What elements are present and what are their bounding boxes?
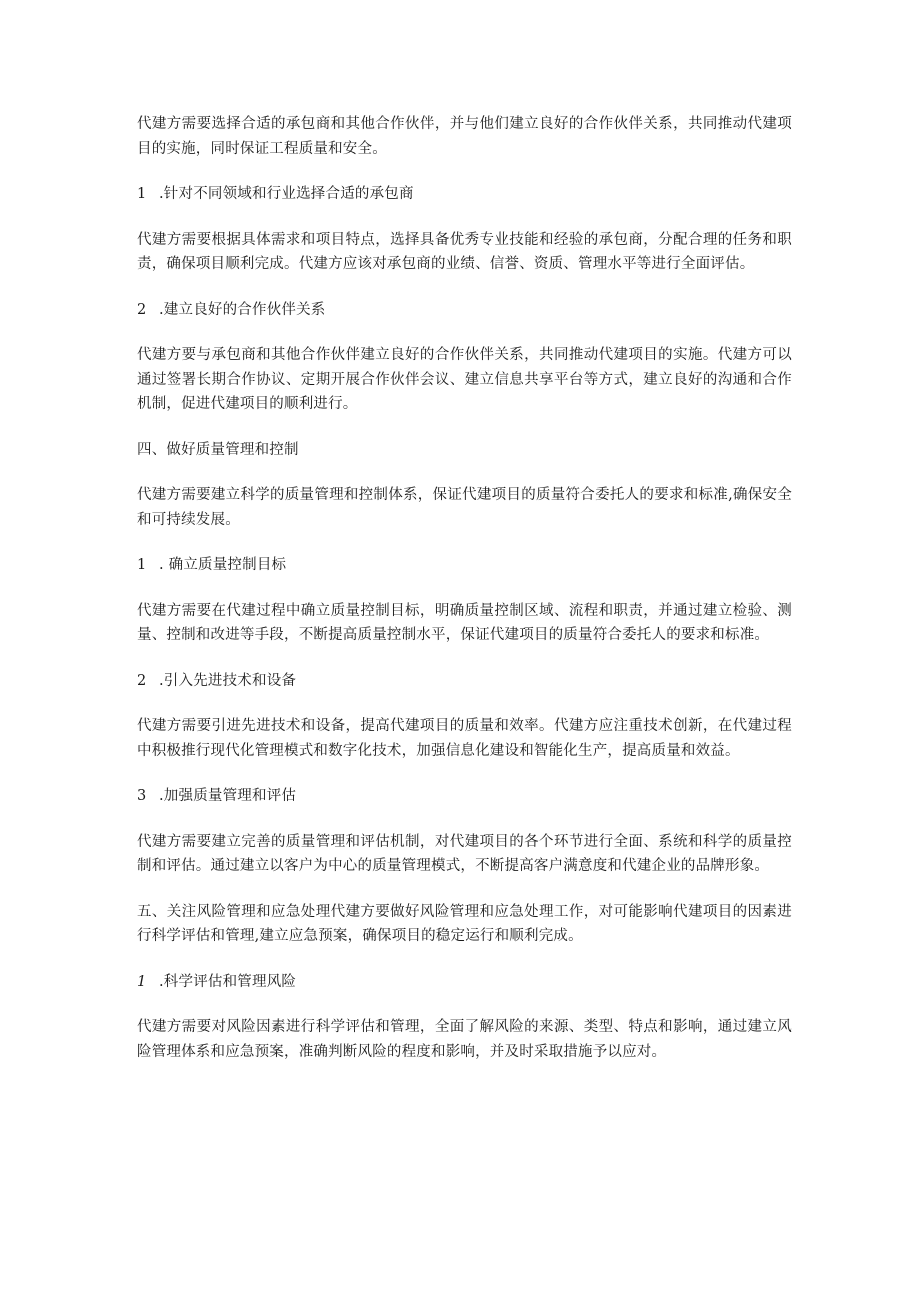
paragraph-risk-assessment: 代建方需要对风险因素进行科学评估和管理，全面了解风险的来源、类型、特点和影响，通过建立风险管理体系和应急预案，准确判断风险的程度和影响，并及时采取措施予以应对。 [137,1019,792,1060]
heading-number: 1 [137,186,147,202]
heading-text: .科学评估和管理风险 [159,973,297,990]
paragraph-partnership: 代建方要与承包商和其他合作伙伴建立良好的合作伙伴关系，共同推动代建项目的实施。代建方可以通过签署长期合作协议、定期开展合作伙伴会议、建立信息共享平台等方式，建立良好的沟通和合作机制，促进代建项目的顺利进行。 [137,347,792,412]
heading-select-contractors [137,182,792,207]
paragraph-quality-goals: 代建方需要在代建过程中确立质量控制目标，明确质量控制区域、流程和职责，并通过建立检验、测量、控制和改进等手段，不断提高质量控制水平，保证代建项目的质量符合委托人的要求和标准。 [137,602,792,643]
section-risk-management: 五、关注风险管理和应急处理代建方要做好风险管理和应急处理工作，对可能影响代建项目的因素进行科学评估和管理,建立应急预案，确保项目的稳定运行和顺利完成。 [137,903,792,944]
paragraph-quality-assessment: 代建方需要建立完善的质量管理和评估机制，对代建项目的各个环节进行全面、系统和科学的质量控制和评估。通过建立以客户为中心的质量管理模式，不断提高客户满意度和代建企业的品牌形象。 [137,833,792,874]
heading-text: .建立良好的合作伙伴关系 [159,301,326,318]
heading-text: . 确立质量控制目标 [159,557,287,573]
heading-number: 3 [137,788,147,804]
paragraph-advanced-tech: 代建方需要引进先进技术和设备，提高代建项目的质量和效率。代建方应注重技术创新，在代建过程中积极推行现代化管理模式和数字化技术，加强信息化建设和智能化生产，提高质量和效益。 [137,718,792,759]
heading-number: 1 [137,973,147,990]
heading-text: .针对不同领域和行业选择合适的承包商 [159,186,414,202]
heading-partnership [137,298,792,323]
paragraph-contractor-selection: 代建方需要根据具体需求和项目特点，选择具备优秀专业技能和经验的承包商，分配合理的任务和职责，确保项目顺利完成。代建方应该对承包商的业绩、信誉、资质、管理水平等进行全面评估。 [137,231,792,272]
heading-text: .引入先进技术和设备 [159,672,297,689]
heading-text: .加强质量管理和评估 [159,788,297,804]
heading-number: 1 [137,557,147,573]
heading-quality-goals [137,553,792,578]
heading-advanced-tech [137,669,792,694]
heading-risk-assessment [137,970,792,995]
heading-number: 2 [137,672,147,689]
document-page [137,112,792,1085]
paragraph-partners-intro: 代建方需要选择合适的承包商和其他合作伙伴，并与他们建立良好的合作伙伴关系，共同推动代建项目的实施，同时保证工程质量和安全。 [137,116,792,157]
heading-number: 2 [137,301,147,318]
section-title-quality: 四、做好质量管理和控制 [137,441,299,458]
paragraph-quality-system: 代建方需要建立科学的质量管理和控制体系，保证代建项目的质量符合委托人的要求和标准,确保安全和可持续发展。 [137,487,792,528]
heading-quality-assessment [137,784,792,809]
